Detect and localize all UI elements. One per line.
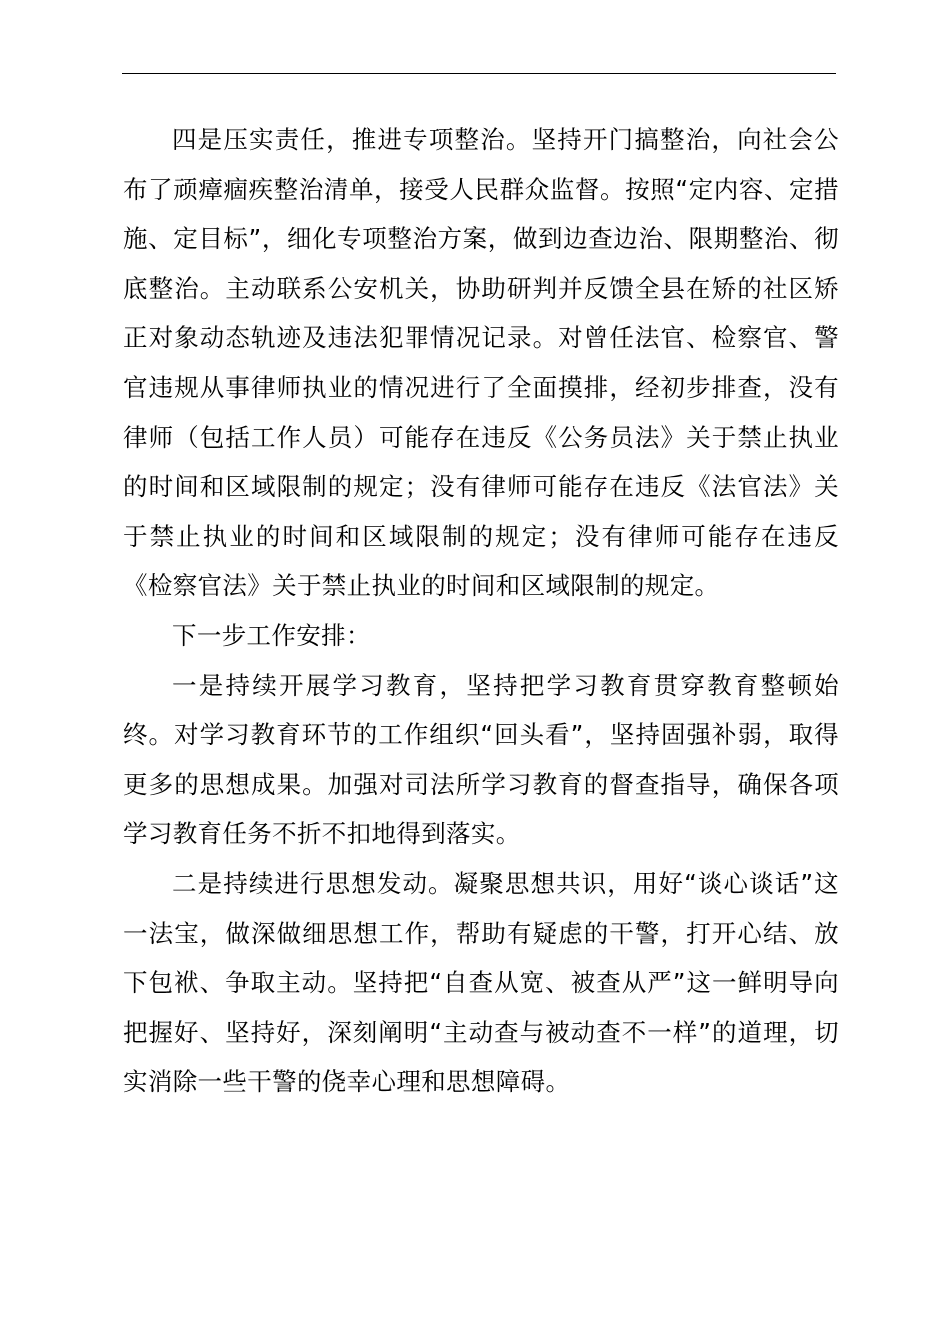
paragraph-next-steps-heading: 下一步工作安排： bbox=[172, 620, 371, 650]
paragraph-ideological-mobilization: 二是持续进行思想发动。凝聚思想共识，用好“谈心谈话”这一法宝，做深做细思想工作，帮助有疑虑的干警，打开心结、放下包袱、争取主动。坚持把“自查从宽、被查从严”这一鲜明导向把握好、坚持好，深刻阐明“主动查与被动查不一样”的道理，切实消除一些干警的侥幸心理和思想障碍。 bbox=[123, 868, 839, 1097]
document-body bbox=[123, 115, 839, 1107]
paragraph-rectification: 四是压实责任，推进专项整治。坚持开门搞整治，向社会公布了顽瘴痼疾整治清单，接受人民群众监督。按照“定内容、定措施、定目标”，细化专项整治方案，做到边查边治、限期整治、彻底整治。主动联系公安机关，协助研判并反馈全县在矫的社区矫正对象动态轨迹及违法犯罪情况记录。对曾任法官、检察官、警官违规从事律师执业的情况进行了全面摸排，经初步排查，没有律师（包括工作人员）可能存在违反《公务员法》关于禁止执业的时间和区域限制的规定；没有律师可能存在违反《法官法》关于禁止执业的时间和区域限制的规定；没有律师可能存在违反《检察官法》关于禁止执业的时间和区域限制的规定。 bbox=[123, 125, 839, 601]
paragraph-study-education: 一是持续开展学习教育，坚持把学习教育贯穿教育整顿始终。对学习教育环节的工作组织“回头看”，坚持固强补弱，取得更多的思想成果。加强对司法所学习教育的督查指导，确保各项学习教育任务不折不扣地得到落实。 bbox=[123, 670, 839, 849]
header-divider bbox=[122, 73, 836, 74]
